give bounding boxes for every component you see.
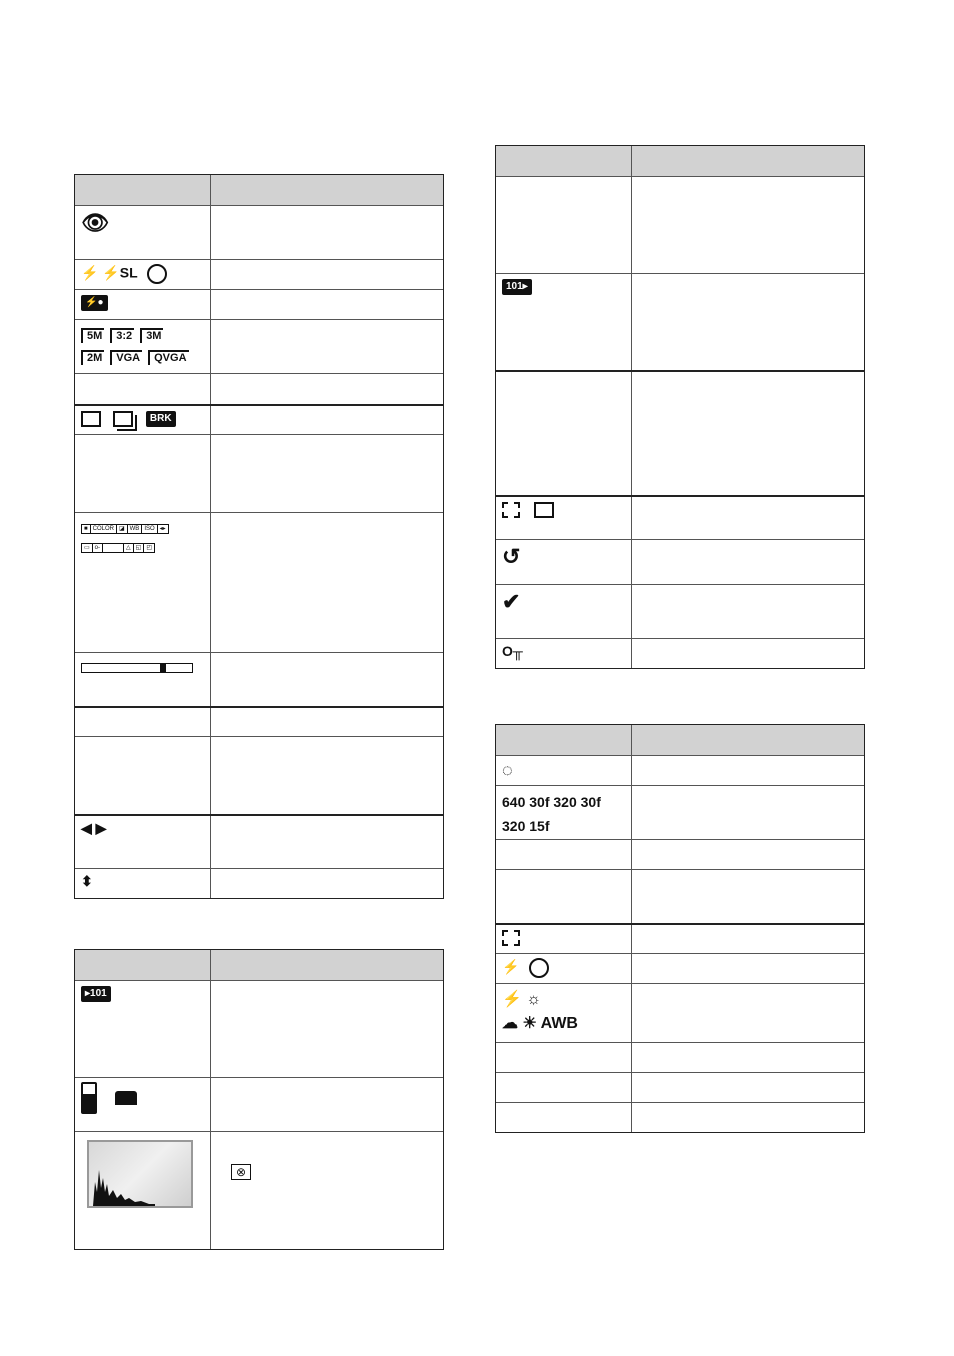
still-image-icon <box>534 502 554 518</box>
cell <box>211 406 443 434</box>
menu-label: ISO <box>142 525 157 533</box>
cell <box>496 497 632 539</box>
histogram-image <box>87 1140 193 1208</box>
cell <box>211 435 443 512</box>
table-header <box>496 725 864 755</box>
cell <box>211 816 443 868</box>
cell <box>211 374 443 404</box>
folder-icon: ▭ <box>82 544 93 552</box>
folder-number-icon: ▸101 <box>81 986 111 1002</box>
table-row <box>496 1102 864 1132</box>
cell <box>632 984 864 1042</box>
cell <box>75 406 211 434</box>
cell <box>211 260 443 289</box>
table-row <box>496 785 864 839</box>
cell <box>496 870 632 923</box>
table-row <box>496 983 864 1042</box>
print-icon: △ <box>124 544 134 552</box>
cell <box>75 290 211 319</box>
cell <box>211 981 443 1077</box>
image-size-icon: QVGA <box>148 350 188 365</box>
white-balance-row-1: ⚡ ☼ <box>502 991 542 1008</box>
header-cell <box>496 725 632 755</box>
cell <box>632 1073 864 1102</box>
cell <box>496 954 632 983</box>
cell <box>632 786 864 839</box>
cell <box>211 653 443 706</box>
cell <box>211 708 443 736</box>
cell <box>632 177 864 273</box>
folder-file-number-icon: 101▸ <box>502 279 532 295</box>
no-histogram-icon: ⊗ <box>231 1164 251 1180</box>
table-row <box>75 1077 443 1131</box>
cell <box>496 274 632 370</box>
header-cell <box>496 146 632 176</box>
cell <box>75 1078 211 1131</box>
metering-icon: ◂▸ <box>159 526 166 532</box>
movie-film-icon <box>502 930 520 946</box>
table-2 <box>74 949 444 1250</box>
movie-film-icon <box>502 502 520 518</box>
cell <box>75 981 211 1077</box>
cell <box>75 737 211 814</box>
cell <box>632 274 864 370</box>
image-size-icon: 2M <box>81 350 104 365</box>
cell <box>211 206 443 259</box>
rotate-icon: ◰ <box>146 545 152 551</box>
table-row <box>496 1072 864 1102</box>
single-shot-icon <box>81 411 101 427</box>
table-row <box>75 1131 443 1249</box>
red-eye-icon: 👁 <box>75 206 211 259</box>
table-row <box>496 370 864 495</box>
table-row <box>75 434 443 512</box>
self-timer-icon: ◌ <box>496 756 632 785</box>
table-row <box>75 980 443 1077</box>
menu-label: WB <box>128 525 143 533</box>
scale-cell <box>75 653 211 706</box>
protect-icon: o- <box>93 544 103 552</box>
rotate-icon: ↺ <box>496 540 632 584</box>
image-size-icon: 3M <box>140 328 163 343</box>
header-cell <box>211 175 443 205</box>
cell <box>211 869 443 898</box>
table-row <box>496 584 864 638</box>
flash-mode-icon: ⚡ ⚡SL <box>81 264 138 281</box>
cell <box>632 585 864 638</box>
camera-icon: ■ <box>82 525 91 533</box>
resize-icon: ◱ <box>134 544 145 552</box>
menu-bar-playback <box>81 543 155 553</box>
cell <box>75 708 211 736</box>
table-row <box>75 289 443 319</box>
cell <box>496 1073 632 1102</box>
table-row <box>496 273 864 370</box>
table-row <box>496 953 864 983</box>
menu-bar-record <box>81 524 169 534</box>
zoom-scale-knob <box>160 663 166 673</box>
cell <box>496 1103 632 1132</box>
image-size-icons <box>75 320 211 373</box>
cell <box>632 925 864 953</box>
cell <box>211 513 443 652</box>
image-size-icon: 3:2 <box>110 328 134 343</box>
table-row <box>75 814 443 868</box>
table-row <box>496 923 864 953</box>
white-balance-row-2: ☁ ☀ AWB <box>502 1015 578 1032</box>
protect-key-icon: O╥ <box>496 639 632 668</box>
table-row <box>496 539 864 584</box>
cell <box>632 1103 864 1132</box>
cell <box>211 1132 443 1249</box>
bracket-icon: BRK <box>146 411 176 427</box>
cell <box>75 260 211 289</box>
table-3 <box>495 145 865 669</box>
cell <box>211 737 443 814</box>
cell <box>211 320 443 373</box>
header-cell <box>75 950 211 980</box>
movie-size-icon: 320 15f <box>502 818 550 834</box>
menu-label <box>103 544 124 552</box>
table-row <box>75 373 443 404</box>
flash-off-icon <box>529 958 549 978</box>
histogram-cell <box>75 1132 211 1249</box>
menu-label: COLOR <box>91 525 117 533</box>
histogram-graph <box>89 1142 191 1206</box>
folder-change-icons <box>496 177 632 273</box>
cell <box>496 1043 632 1072</box>
table-header <box>75 950 443 980</box>
cell <box>632 756 864 785</box>
cell <box>211 1078 443 1131</box>
cell <box>496 840 632 869</box>
ev-icon: ◪ <box>117 525 128 533</box>
table-1 <box>74 174 444 899</box>
header-cell <box>75 175 211 205</box>
cell <box>75 374 211 404</box>
table-4 <box>495 724 865 1133</box>
cell <box>211 290 443 319</box>
image-size-icon: 5M <box>81 328 104 343</box>
table-row <box>496 1042 864 1072</box>
cell <box>632 497 864 539</box>
table-row <box>75 706 443 736</box>
header-cell <box>632 725 864 755</box>
cell <box>632 540 864 584</box>
table-row <box>75 868 443 898</box>
cell <box>632 372 864 495</box>
internal-memory-icon <box>115 1091 137 1105</box>
flash-icon: ⚡ <box>502 958 520 975</box>
cell <box>632 870 864 923</box>
cell <box>496 925 632 953</box>
table-row <box>75 205 443 259</box>
cell <box>496 372 632 495</box>
table-header <box>496 146 864 176</box>
menu-bar-icons <box>75 513 211 652</box>
zoom-scale-bar <box>81 663 193 673</box>
white-balance-icons <box>496 984 632 1042</box>
up-down-arrow-icon: ⬍ <box>75 869 211 898</box>
flash-charging-icon: ⚡● <box>81 295 108 311</box>
table-row <box>496 755 864 785</box>
cell <box>632 840 864 869</box>
table-row <box>75 404 443 434</box>
cell <box>632 954 864 983</box>
table-row <box>496 495 864 539</box>
table-row <box>496 176 864 273</box>
cell <box>632 1043 864 1072</box>
movie-size-icon: 320 30f <box>553 794 601 810</box>
image-size-icon: VGA <box>110 350 142 365</box>
table-row <box>75 512 443 652</box>
left-right-arrow-icon: ◀ ▶ <box>75 816 211 868</box>
print-order-icon: ✔ <box>496 585 632 638</box>
table-row <box>75 259 443 289</box>
memory-card-icon <box>81 1082 97 1114</box>
header-cell <box>211 950 443 980</box>
flash-off-icon <box>147 264 167 284</box>
movie-size-icon: 640 30f <box>502 794 550 810</box>
cell <box>632 639 864 668</box>
table-header <box>75 175 443 205</box>
table-row <box>75 736 443 814</box>
header-cell <box>632 146 864 176</box>
cell <box>75 435 211 512</box>
burst-icon <box>113 411 133 427</box>
table-row <box>496 839 864 869</box>
movie-size-icons <box>496 786 632 839</box>
table-row <box>496 869 864 923</box>
table-row <box>75 319 443 373</box>
table-row <box>496 638 864 668</box>
table-row <box>75 652 443 706</box>
